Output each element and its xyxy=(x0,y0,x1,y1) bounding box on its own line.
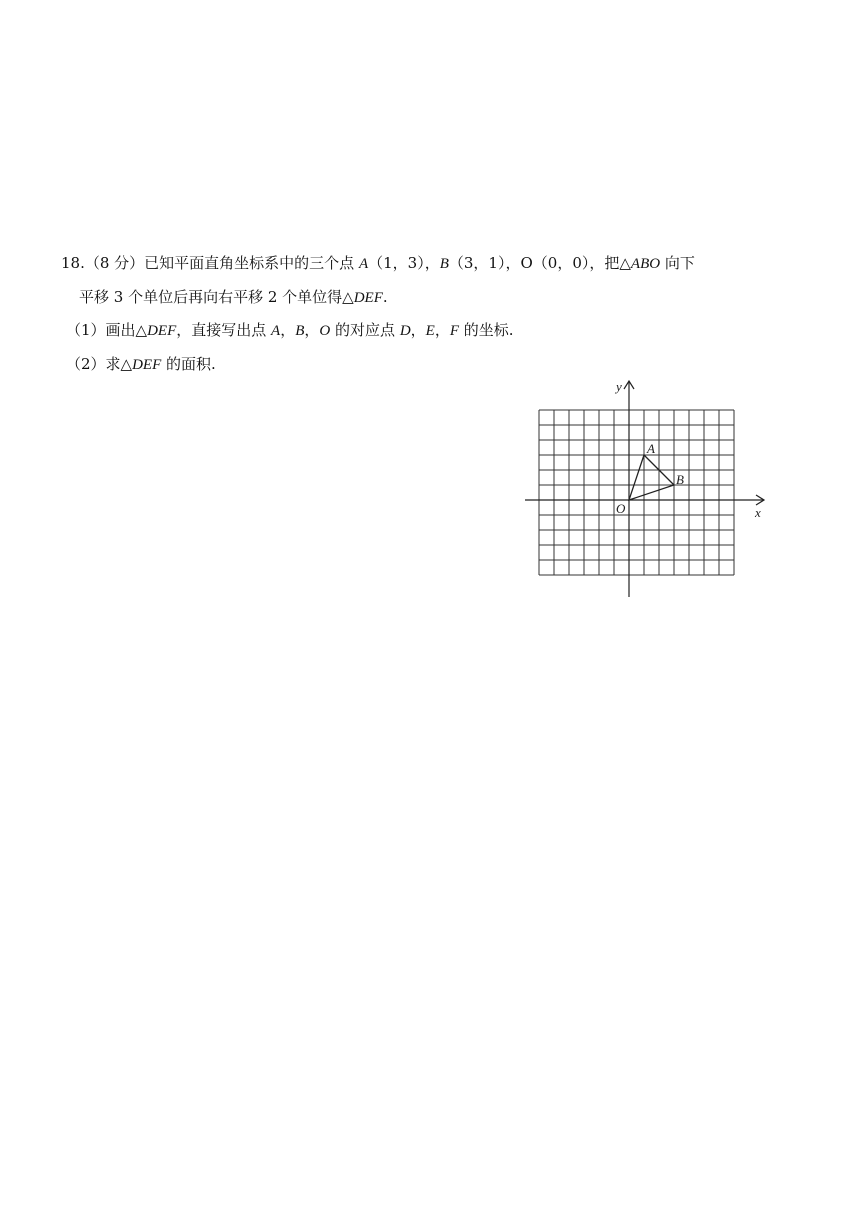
math-symbol: F xyxy=(449,323,460,339)
math-symbol: D xyxy=(399,323,411,339)
math-symbol: DEF xyxy=(147,323,177,339)
text-run: 的对应点 xyxy=(330,321,400,339)
text-run: ，直接写出点 xyxy=(176,321,272,339)
text-run: . xyxy=(382,288,388,306)
text-run: ， xyxy=(280,321,296,339)
text-run: 向下 xyxy=(660,254,695,272)
question-number: 18. xyxy=(61,254,85,272)
grid-lines xyxy=(539,410,734,575)
math-symbol: A xyxy=(358,256,369,272)
triangle-outline xyxy=(629,455,674,500)
text-run: ， xyxy=(434,321,450,339)
math-symbol: O xyxy=(319,323,331,339)
text-run: （1）画出△ xyxy=(66,321,148,339)
text-run: 已知平面直角坐标系中的三个点 xyxy=(144,254,359,272)
question-score: （8 分） xyxy=(84,254,145,272)
math-symbol: B xyxy=(295,323,305,339)
text-run: （2）求△ xyxy=(66,355,133,373)
x-axis-label: x xyxy=(755,505,761,520)
math-symbol: E xyxy=(425,323,435,339)
math-symbol: A xyxy=(271,323,281,339)
question-part-2 xyxy=(66,354,216,375)
math-symbol: B xyxy=(439,256,449,272)
coordinate-grid xyxy=(520,375,770,605)
text-run: （1，3）， xyxy=(368,254,440,272)
part-1-text xyxy=(66,321,514,339)
coordinate-grid-figure xyxy=(520,375,770,605)
text-run: （3，1），O（0，0），把△ xyxy=(448,254,631,272)
question-text-continued xyxy=(79,288,388,306)
point-label-b: B xyxy=(676,472,684,487)
text-run: 平移 3 个单位后再向右平移 2 个单位得△ xyxy=(79,288,354,306)
part-2-text xyxy=(66,355,216,373)
point-label-a: A xyxy=(647,441,655,456)
text-run: ， xyxy=(410,321,426,339)
question-line-1 xyxy=(61,253,695,274)
math-symbol: ABO xyxy=(630,256,661,272)
text-run: 的面积. xyxy=(161,355,216,373)
text-run: 的坐标. xyxy=(459,321,514,339)
question-part-1 xyxy=(66,320,514,341)
math-symbol: DEF xyxy=(132,357,162,373)
math-symbol: DEF xyxy=(353,290,383,306)
question-text xyxy=(144,254,695,272)
point-label-o: O xyxy=(616,501,626,516)
y-axis-label: y xyxy=(616,379,622,394)
question-line-2 xyxy=(79,287,388,308)
text-run: ， xyxy=(304,321,320,339)
